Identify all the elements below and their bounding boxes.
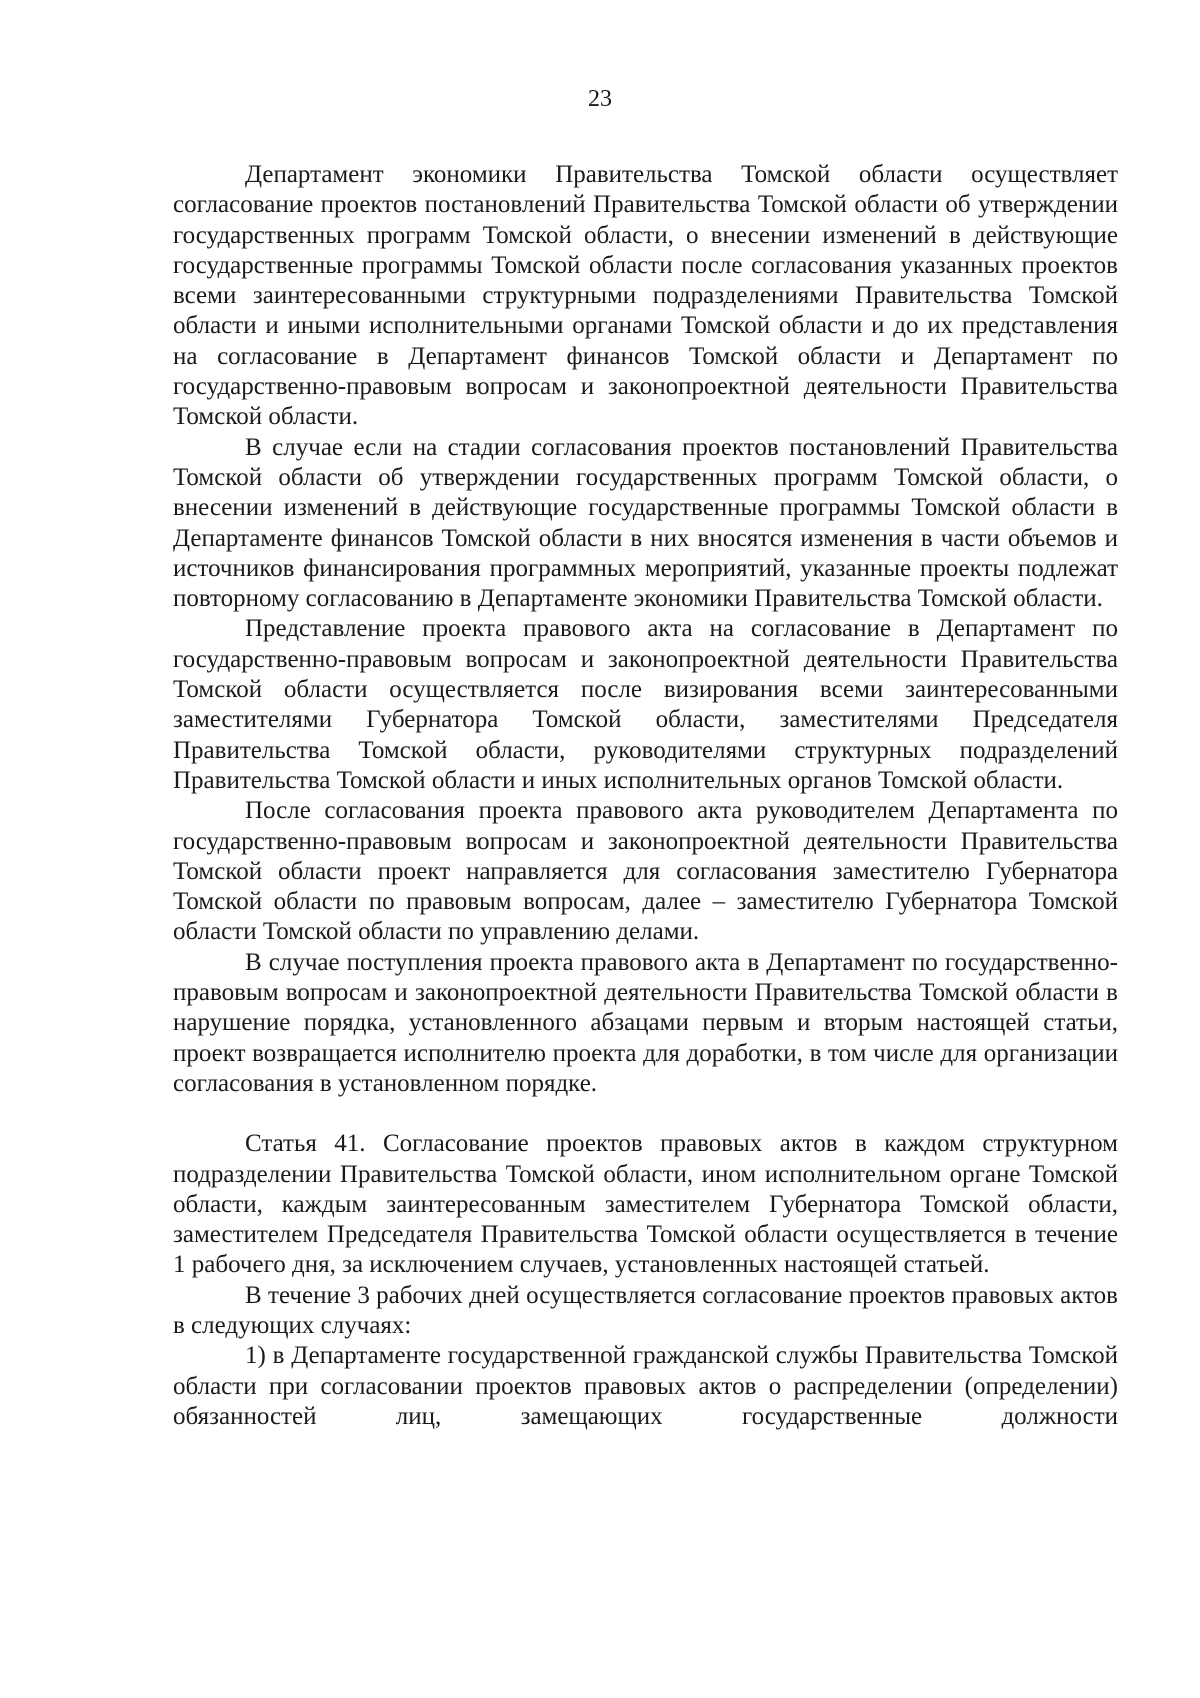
paragraph-three-days: В течение 3 рабочих дней осуществляется согласование проектов правовых актов в следующих случаях: (173, 1281, 1118, 1339)
paragraph-economy-department: Департамент экономики Правительства Томской области осуществляет согласование проектов постановлений Правительства Томской области об утверждении государственных программ Томской области, о внесении изменений в действующие государственные программы Томской области после согласования указанных проектов всеми заинтересованными структурными подразделениями Правительства Томской области и иными исполнительными органами Томской области и до их представления на согласование в Департамент финансов Томской области и Департамент по государственно-правовым вопросам и законопроектной деятельности Правительства Томской области. (173, 161, 1118, 431)
document-body (173, 160, 1118, 1432)
paragraph-after-approval: После согласования проекта правового акта руководителем Департамента по государственно-правовым вопросам и законопроектной деятельности Правительства Томской области проект направляется для согласования заместителю Губернатора Томской области по правовым вопросам, далее – заместителю Губернатора Томской области Томской области по управлению делами. (173, 797, 1118, 946)
paragraph-submission-legal-department: Представление проекта правового акта на согласование в Департамент по государственно-правовым вопросам и законопроектной деятельности Правительства Томской области осуществляется после визирования всеми заинтересованными заместителями Губернатора Томской области, заместителями Председателя Правительства Томской области, руководителями структурных подразделений Правительства Томской области и иных исполнительных органов Томской области. (173, 615, 1118, 794)
list-item-1: 1) в Департаменте государственной гражданской службы Правительства Томской области при согласовании проектов правовых актов о распределении (определении) обязанностей лиц, замещающих государственные должности (173, 1342, 1118, 1430)
page-number: 23 (588, 86, 612, 112)
paragraph-violation-return: В случае поступления проекта правового акта в Департамент по государственно-правовым вопросам и законопроектной деятельности Правительства Томской области в нарушение порядка, установленного абзацами первым и вторым настоящей статьи, проект возвращается исполнителю проекта для доработки, в том числе для организации согласования в установленном порядке. (173, 948, 1118, 1097)
article-41-heading-paragraph: Статья 41. Согласование проектов правовых актов в каждом структурном подразделении Правительства Томской области, ином исполнительном органе Томской области, каждым заинтересованным заместителем Губернатора Томской области, заместителем Председателя Правительства Томской области осуществляется в течение 1 рабочего дня, за исключением случаев, установленных настоящей статьей. (173, 1130, 1118, 1279)
paragraph-repeat-approval: В случае если на стадии согласования проектов постановлений Правительства Томской области об утверждении государственных программ Томской области, о внесении изменений в действующие государственные программы Томской области в Департаменте финансов Томской области в них вносятся изменения в части объемов и источников финансирования программных мероприятий, указанные проекты подлежат повторному согласованию в Департаменте экономики Правительства Томской области. (173, 433, 1118, 613)
